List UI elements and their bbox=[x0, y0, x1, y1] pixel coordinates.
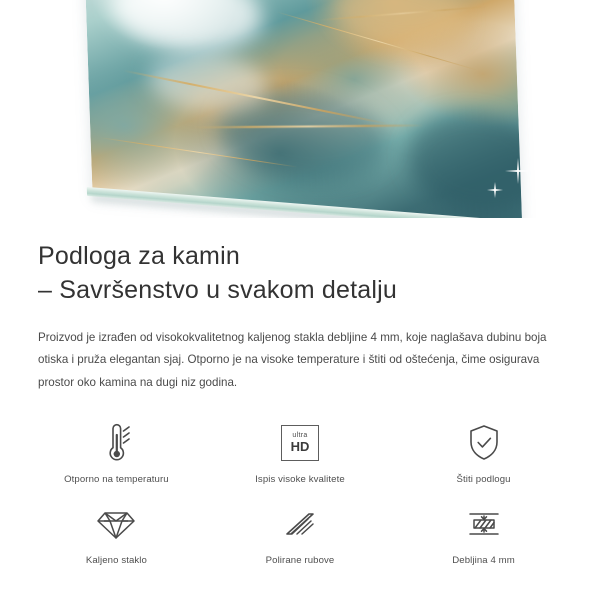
polished-edges-icon bbox=[278, 501, 322, 547]
marble-pattern bbox=[84, 0, 522, 218]
feature-label: Ispis visoke kvalitete bbox=[255, 473, 345, 485]
shield-check-icon bbox=[464, 420, 504, 466]
feature-item-temperature bbox=[26, 420, 207, 485]
ultra-hd-icon bbox=[281, 420, 319, 466]
content-block bbox=[0, 218, 600, 394]
hero-image bbox=[0, 0, 600, 218]
feature-row-2 bbox=[26, 501, 574, 566]
thermometer-icon bbox=[96, 420, 136, 466]
page-title-line-1: Podloga za kamin bbox=[38, 242, 240, 270]
glass-panel-image bbox=[84, 0, 522, 218]
page-title-line-2: – Savršenstvo u svakom detalju bbox=[38, 275, 397, 304]
feature-label: Štiti podlogu bbox=[456, 473, 511, 485]
diamond-icon bbox=[94, 501, 138, 547]
feature-item-thickness bbox=[393, 501, 574, 566]
feature-item-print-quality bbox=[210, 420, 391, 485]
feature-item-protection bbox=[393, 420, 574, 485]
product-description: Proizvod je izrađen od visokokvalitetnog kaljenog stakla debljine 4 mm, koje naglašava dubinu boja otiska i pruža elegantan sjaj. Otporno je na visoke temperature i štiti od oštećenja, čime osigurava prostor oko kamina na dugi niz godina. bbox=[38, 331, 547, 389]
feature-row-1 bbox=[26, 420, 574, 485]
feature-item-polished-edges bbox=[210, 501, 391, 566]
thickness-icon bbox=[462, 501, 506, 547]
feature-label: Debljina 4 mm bbox=[452, 554, 515, 566]
feature-item-tempered-glass bbox=[26, 501, 207, 566]
page-title bbox=[38, 240, 562, 307]
feature-label: Polirane rubove bbox=[265, 554, 335, 566]
ultra-hd-bottom-text: HD bbox=[290, 439, 310, 455]
ultra-hd-top-text: ultra bbox=[292, 432, 308, 440]
feature-label: Otporno na temperaturu bbox=[64, 473, 169, 485]
feature-grid bbox=[0, 420, 600, 566]
feature-label: Kaljeno staklo bbox=[85, 554, 147, 566]
